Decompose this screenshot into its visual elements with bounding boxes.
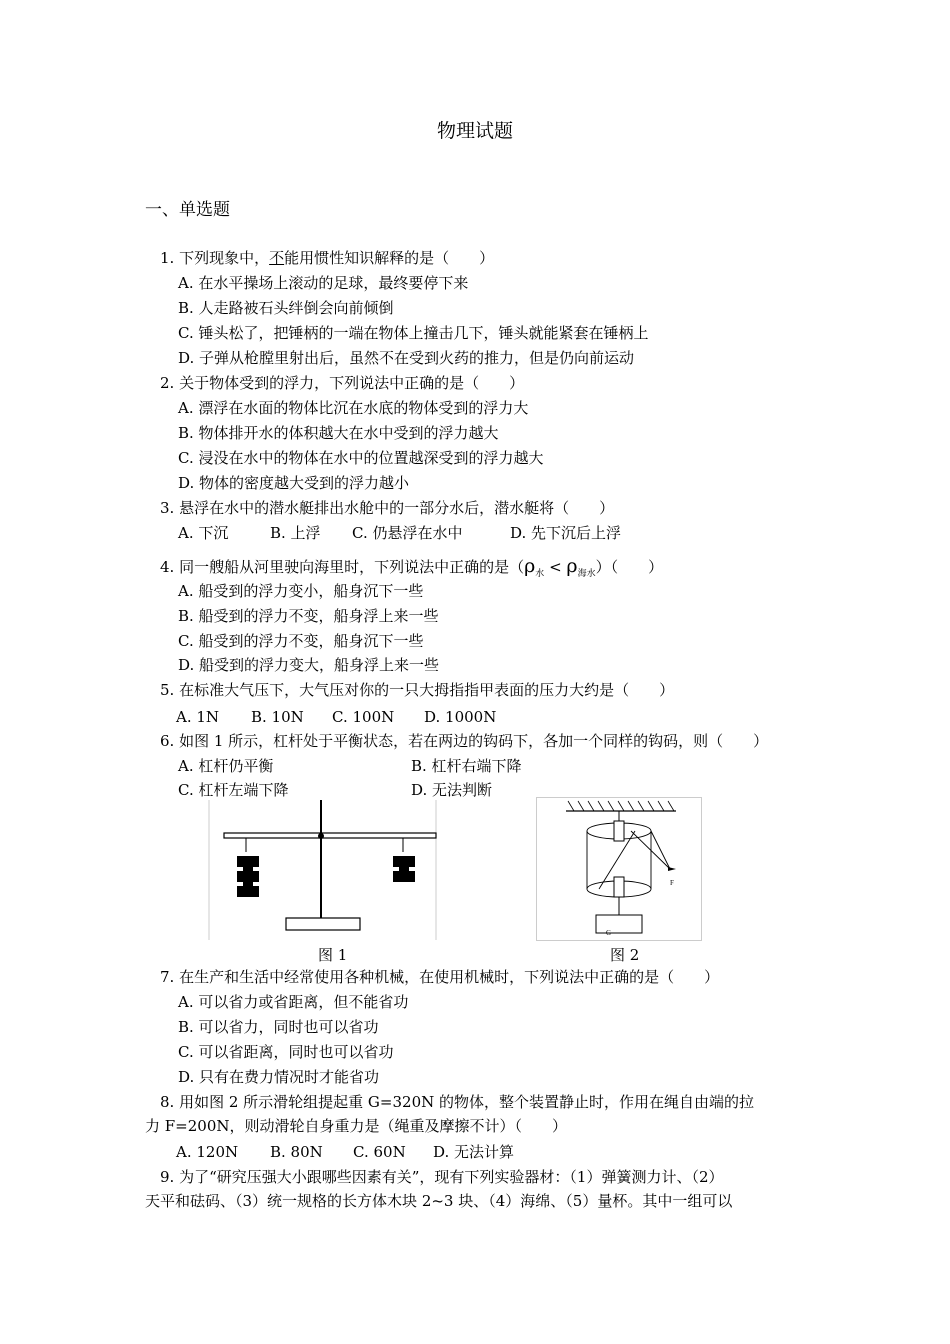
q2-option-a: A. 漂浮在水面的物体比沉在水底的物体受到的浮力大 <box>178 399 529 417</box>
q3-option-a: A. 下沉 <box>178 524 229 542</box>
q4-option-d: D. 船受到的浮力变大，船身浮上来一些 <box>178 656 440 674</box>
question-7-stem: 7. 在生产和生活中经常使用各种机械，在使用机械时，下列说法中正确的是（ ） <box>160 968 720 986</box>
q3-option-c: C. 仍悬浮在水中 <box>352 524 463 542</box>
question-8-stem-line1: 8. 用如图 2 所示滑轮组提起重 G=320N 的物体，整个装置静止时，作用在绳自由端的拉 <box>160 1093 755 1111</box>
page-title: 物理试题 <box>436 120 513 142</box>
question-3-stem: 3. 悬浮在水中的潜水艇排出水舱中的一部分水后，潜水艇将（ ） <box>160 499 615 517</box>
q5-option-b: B. 10N <box>251 708 304 726</box>
question-2-stem: 2. 关于物体受到的浮力，下列说法中正确的是（ ） <box>160 374 525 392</box>
q8-option-c: C. 60N <box>353 1143 406 1161</box>
rho-symbol: ρ <box>566 555 578 577</box>
question-8-stem-line2: 力 F=200N，则动滑轮自身重力是（绳重及摩擦不计）（ ） <box>145 1117 568 1135</box>
q8-option-a: A. 120N <box>176 1143 239 1161</box>
q3-option-d: D. 先下沉后上浮 <box>510 524 622 542</box>
q4-option-b: B. 船受到的浮力不变，船身浮上来一些 <box>178 607 439 625</box>
figure-2-caption: 图 2 <box>610 946 640 964</box>
q5-option-d: D. 1000N <box>424 708 497 726</box>
section-heading: 一、单选题 <box>145 200 230 220</box>
weight-label-g: G <box>606 929 612 937</box>
force-label-f: F <box>670 879 674 887</box>
question-5-stem: 5. 在标准大气压下，大气压对你的一只大拇指指甲表面的压力大约是（ ） <box>160 681 675 699</box>
q7-option-b: B. 可以省力，同时也可以省功 <box>178 1018 379 1036</box>
q7-option-d: D. 只有在费力情况时才能省功 <box>178 1068 380 1086</box>
q6-option-d: D. 无法判断 <box>411 781 493 799</box>
q5-option-c: C. 100N <box>332 708 395 726</box>
q7-option-a: A. 可以省力或省距离，但不能省功 <box>178 993 409 1011</box>
q7-option-c: C. 可以省距离，同时也可以省功 <box>178 1043 394 1061</box>
q8-option-d: D. 无法计算 <box>433 1143 515 1161</box>
emphasis-not: 不 <box>269 249 285 267</box>
q5-option-a: A. 1N <box>176 708 220 726</box>
question-1-stem: 1. 下列现象中，不能用惯性知识解释的是（ ） <box>160 249 495 267</box>
q6-option-c: C. 杠杆左端下降 <box>178 781 289 799</box>
q1-option-d: D. 子弹从枪膛里射出后，虽然不在受到火药的推力，但是仍向前运动 <box>178 349 635 367</box>
q6-option-a: A. 杠杆仍平衡 <box>178 757 274 775</box>
q8-option-b: B. 80N <box>270 1143 323 1161</box>
q3-option-b: B. 上浮 <box>270 524 321 542</box>
q2-option-b: B. 物体排开水的体积越大在水中受到的浮力越大 <box>178 424 499 442</box>
q1-option-c: C. 锤头松了，把锤柄的一端在物体上撞击几下，锤头就能紧套在锤柄上 <box>178 324 649 342</box>
question-9-stem-line2: 天平和砝码、（3）统一规格的长方体木块 2~3 块、（4）海绵、（5）量杯。其中一组可以 <box>145 1192 733 1210</box>
figure-1-lever <box>208 800 438 942</box>
q6-option-b: B. 杠杆右端下降 <box>411 757 522 775</box>
question-9-stem-line1: 9. 为了“研究压强大小跟哪些因素有关”，现有下列实验器材：（1）弹簧测力计、（2） <box>160 1168 724 1186</box>
question-6-stem: 6. 如图 1 所示，杠杆处于平衡状态，若在两边的钩码下，各加一个同样的钩码，则（ ） <box>160 732 769 750</box>
rho-symbol: ρ <box>524 555 536 577</box>
figure-2-pulley <box>536 797 702 942</box>
q1-option-a: A. 在水平操场上滚动的足球，最终要停下来 <box>178 274 469 292</box>
q2-option-d: D. 物体的密度越大受到的浮力越小 <box>178 474 410 492</box>
q2-option-c: C. 浸没在水中的物体在水中的位置越深受到的浮力越大 <box>178 449 544 467</box>
q1-option-b: B. 人走路被石头绊倒会向前倾倒 <box>178 299 394 317</box>
question-4-stem: 4. 同一艘船从河里驶向海里时，下列说法中正确的是$(\rho_水 < \rho_{海水})$（ ） <box>160 555 664 579</box>
q4-option-a: A. 船受到的浮力变小，船身沉下一些 <box>178 582 424 600</box>
q4-option-c: C. 船受到的浮力不变，船身沉下一些 <box>178 632 424 650</box>
figure-1-caption: 图 1 <box>318 946 348 964</box>
